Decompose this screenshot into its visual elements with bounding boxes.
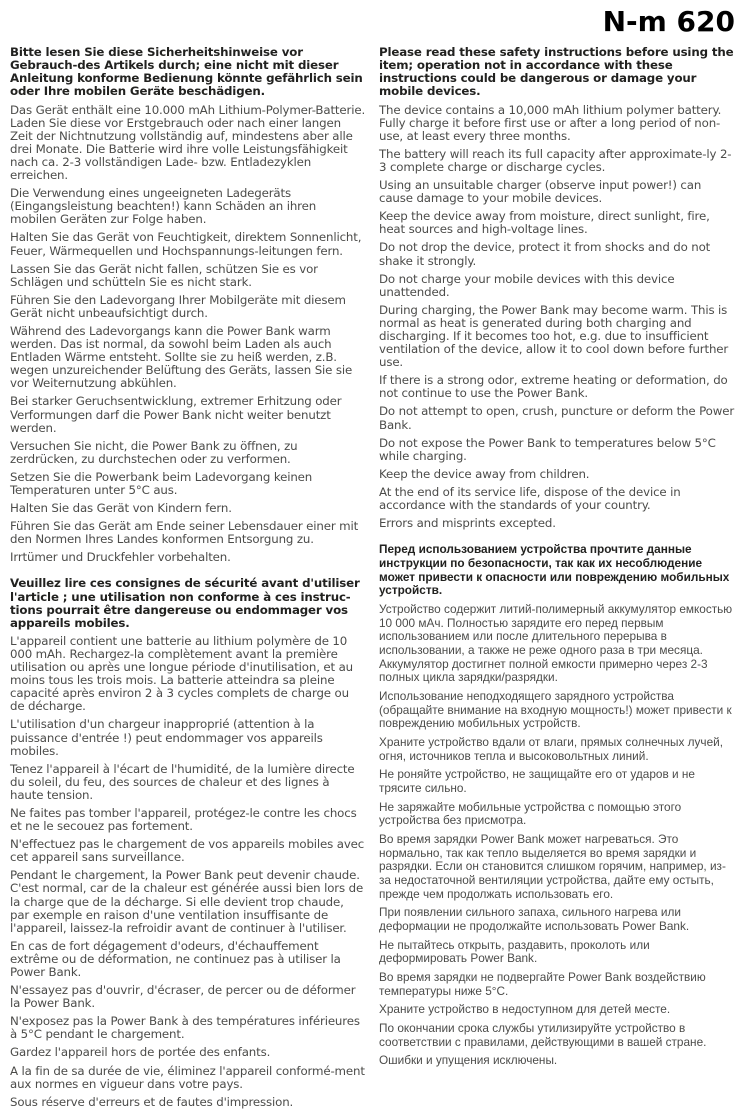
paragraph: N'essayez pas d'ouvrir, d'écraser, de percer ou de déformer la Power Bank. xyxy=(10,983,356,1011)
paragraph: Lassen Sie das Gerät nicht fallen, schützen Sie es vor Schlägen und schütteln Sie es nicht stark. xyxy=(10,261,318,289)
paragraph: The battery will reach its full capacity after approximate-ly 2-3 complete charge or discharge cycles. xyxy=(379,146,732,174)
english-section-heading: Please read these safety instructions before using the item; operation not in accordance with these instructions could be dangerous or damage your mobile devices. xyxy=(379,45,734,99)
paragraph: Pendant le chargement, la Power Bank peut devenir chaude. C'est normal, car de la chaleur est générée aussi bien lors de la charge que de la décharge. Si elle devient trop chaude, par exemple en raison d'une ventilation insuffisante de l'appareil, laissez-la refroidir avant de continuer à l'utiliser. xyxy=(10,868,364,935)
paragraph: Das Gerät enthält eine 10.000 mAh Lithium-Polymer-Batterie. Laden Sie diese vor Erstgebrauch oder nach einer langen Zeit der Nichtnutzung vollständig auf, mindestens aber alle drei Monate. Die Batterie wird ihre volle Leistungsfähigkeit nach ca. 2-3 vollständigen Lade- bzw. Entladezyklen erreichen. xyxy=(10,102,366,183)
paragraph: At the end of its service life, dispose of the device in accordance with the standards of your country. xyxy=(379,484,681,512)
paragraph: Using an unsuitable charger (observe input power!) can cause damage to your mobile devices. xyxy=(379,178,702,206)
paragraph: En cas de fort dégagement d'odeurs, d'échauffement extrême ou de déformation, ne continuez pas à utiliser la Power Bank. xyxy=(10,938,341,979)
paragraph: Устройство содержит литий-полимерный аккумулятор емкостью 10 000 мАч. Полностью зарядите его перед первым использованием или после длительного перерыва в использовании, а также не реже одного раза в три месяца. Аккумулятор достигнет полной емкости примерно через 2-3 полных цикла зарядки/разрядки. xyxy=(379,601,733,685)
section-russian xyxy=(379,543,735,1068)
paragraph: Ne faites pas tomber l'appareil, protégez-le contre les chocs et ne le secouez pas fortement. xyxy=(10,805,357,834)
paragraph: Führen Sie den Ladevorgang Ihrer Mobilgeräte mit diesem Gerät nicht unbeaufsichtigt durch. xyxy=(10,292,346,320)
paragraph: Halten Sie das Gerät von Kindern fern. xyxy=(10,501,232,516)
paragraph: If there is a strong odor, extreme heating or deformation, do not continue to use the Power Bank. xyxy=(379,373,728,401)
paragraph: Tenez l'appareil à l'écart de l'humidité, de la lumière directe du soleil, du feu, des sources de chaleur et des lignes à haute tension. xyxy=(10,761,355,802)
paragraph: Versuchen Sie nicht, die Power Bank zu öffnen, zu zerdrücken, zu durchstechen oder zu verformen. xyxy=(10,438,298,466)
paragraph: Do not attempt to open, crush, puncture or deform the Power Bank. xyxy=(379,404,735,432)
paragraph: Errors and misprints excepted. xyxy=(379,516,556,531)
paragraph: При появлении сильного запаха, сильного нагрева или деформации не продолжайте использовать Power Bank. xyxy=(379,905,690,933)
paragraph: Keep the device away from moisture, direct sunlight, fire, heat sources and high-voltage lines. xyxy=(379,209,710,237)
product-model-title: N-m 620 xyxy=(602,5,735,38)
paragraph: Führen Sie das Gerät am Ende seiner Lebensdauer einer mit den Normen Ihres Landes konformen Entsorgung zu. xyxy=(10,519,359,547)
paragraph: Не заряжайте мобильные устройства с помощью этого устройства без присмотра. xyxy=(379,799,682,828)
paragraph: Do not drop the device, protect it from shocks and do not shake it strongly. xyxy=(379,240,711,268)
paragraph: N'exposez pas la Power Bank à des températures inférieures à 5°C pendant le chargement. xyxy=(10,1014,360,1042)
paragraph: Irrtümer und Druckfehler vorbehalten. xyxy=(10,550,231,565)
paragraph: Во время зарядки не подвергайте Power Bank воздействию температуры ниже 5°C. xyxy=(379,970,706,998)
paragraph: Do not charge your mobile devices with this device unattended. xyxy=(379,271,675,299)
paragraph: Gardez l'appareil hors de portée des enfants. xyxy=(10,1045,271,1060)
right-column xyxy=(379,46,735,1114)
paragraph: A la fin de sa durée de vie, éliminez l'appareil conformé-ment aux normes en vigueur dans votre pays. xyxy=(10,1063,365,1091)
paragraph: По окончании срока службы утилизируйте устройство в соответствии с правилами, действующими в вашей стране. xyxy=(379,1021,707,1049)
paragraph: Bei starker Geruchsentwicklung, extremer Erhitzung oder Verformungen darf die Power Bank nicht weiter benutzt werden. xyxy=(10,394,342,435)
paragraph: Храните устройство в недоступном для детей месте. xyxy=(379,1002,671,1017)
paragraph: Не роняйте устройство, не защищайте его от ударов и не трясите сильно. xyxy=(379,767,695,795)
paragraph: Не пытайтесь открыть, раздавить, проколоть или деформировать Power Bank. xyxy=(379,937,650,966)
section-german xyxy=(10,46,366,564)
paragraph: Использование неподходящего зарядного устройства (обращайте внимание на входную мощность!) может привести к повреждению мобильных устройств. xyxy=(379,688,732,731)
paragraph: The device contains a 10,000 mAh lithium polymer battery. Fully charge it before first use or after a long period of non-use, at least every three months. xyxy=(379,102,722,143)
paragraph: Храните устройство вдали от влаги, прямых солнечных лучей, огня, источников тепла и высоковольтных линий. xyxy=(379,734,723,763)
french-section-heading: Veuillez lire ces consignes de sécurité avant d'utiliser l'article ; une utilisation non conforme à ces instruc-tions pourrait être dangereuse ou endommager vos appareils mobiles. xyxy=(10,576,360,630)
paragraph: Die Verwendung eines ungeeigneten Ladegeräts (Eingangsleistung beachten!) kann Schäden an ihren mobilen Geräten zur Folge haben. xyxy=(10,186,317,227)
left-column xyxy=(10,46,366,1114)
paragraph: During charging, the Power Bank may become warm. This is normal as heat is generated during both charging and discharging. If it becomes too hot, e.g. due to insufficient ventilation of the device, allow it to cool down before further use. xyxy=(379,302,729,370)
paragraph: Во время зарядки Power Bank может нагреваться. Это нормально, так как тепло выделяется во время зарядки и разрядки. Если он становится слишком горячим, например, из-за недостаточной вентиляции устройства, дайте ему остыть, прежде чем продолжать использовать его. xyxy=(379,831,726,901)
russian-section-heading: Перед использованием устройства прочтите данные инструкции по безопасности, так как их несоблюдение может привести к опасности или повреждению мобильных устройств. xyxy=(379,542,730,598)
content-columns xyxy=(10,46,735,1114)
paragraph: Halten Sie das Gerät von Feuchtigkeit, direktem Sonnenlicht, Feuer, Wärmequellen und Hochspannungs-leitungen fern. xyxy=(10,230,362,258)
paragraph: Setzen Sie die Powerbank beim Ladevorgang keinen Temperaturen unter 5°C aus. xyxy=(10,469,313,497)
paragraph: Während des Ladevorgangs kann die Power Bank warm werden. Das ist normal, da sowohl beim Laden als auch Entladen Wärme entsteht. Sollte sie zu heiß werden, z.B. wegen unzureichender Belüftung des Geräts, lassen Sie sie vor Weiternutzung abkühlen. xyxy=(10,323,353,391)
paragraph: N'effectuez pas le chargement de vos appareils mobiles avec cet appareil sans surveillance. xyxy=(10,837,365,865)
german-section-heading: Bitte lesen Sie diese Sicherheitshinweise vor Gebrauch-des Artikels durch; eine nicht mit dieser Anleitung konforme Bedienung könnte gefährlich sein oder Ihre mobilen Geräte beschädigen. xyxy=(10,45,363,99)
paragraph: Sous réserve d'erreurs et de fautes d'impression. xyxy=(10,1094,294,1109)
paragraph: Ошибки и упущения исключены. xyxy=(379,1053,558,1068)
section-french xyxy=(10,577,366,1108)
paragraph: Keep the device away from children. xyxy=(379,466,590,481)
paragraph: Do not expose the Power Bank to temperatures below 5°C while charging. xyxy=(379,435,716,463)
section-english xyxy=(379,46,735,530)
paragraph: L'utilisation d'un chargeur inapproprié (attention à la puissance d'entrée !) peut endommager vos appareils mobiles. xyxy=(10,717,323,758)
paragraph: L'appareil contient une batterie au lithium polymère de 10 000 mAh. Rechargez-la complètement avant la première utilisation ou après une longue période d'inutilisation, et au moins tous les trois mois. La batterie atteindra sa pleine capacité après environ 2 à 3 cycles complets de charge ou de décharge. xyxy=(10,633,353,714)
